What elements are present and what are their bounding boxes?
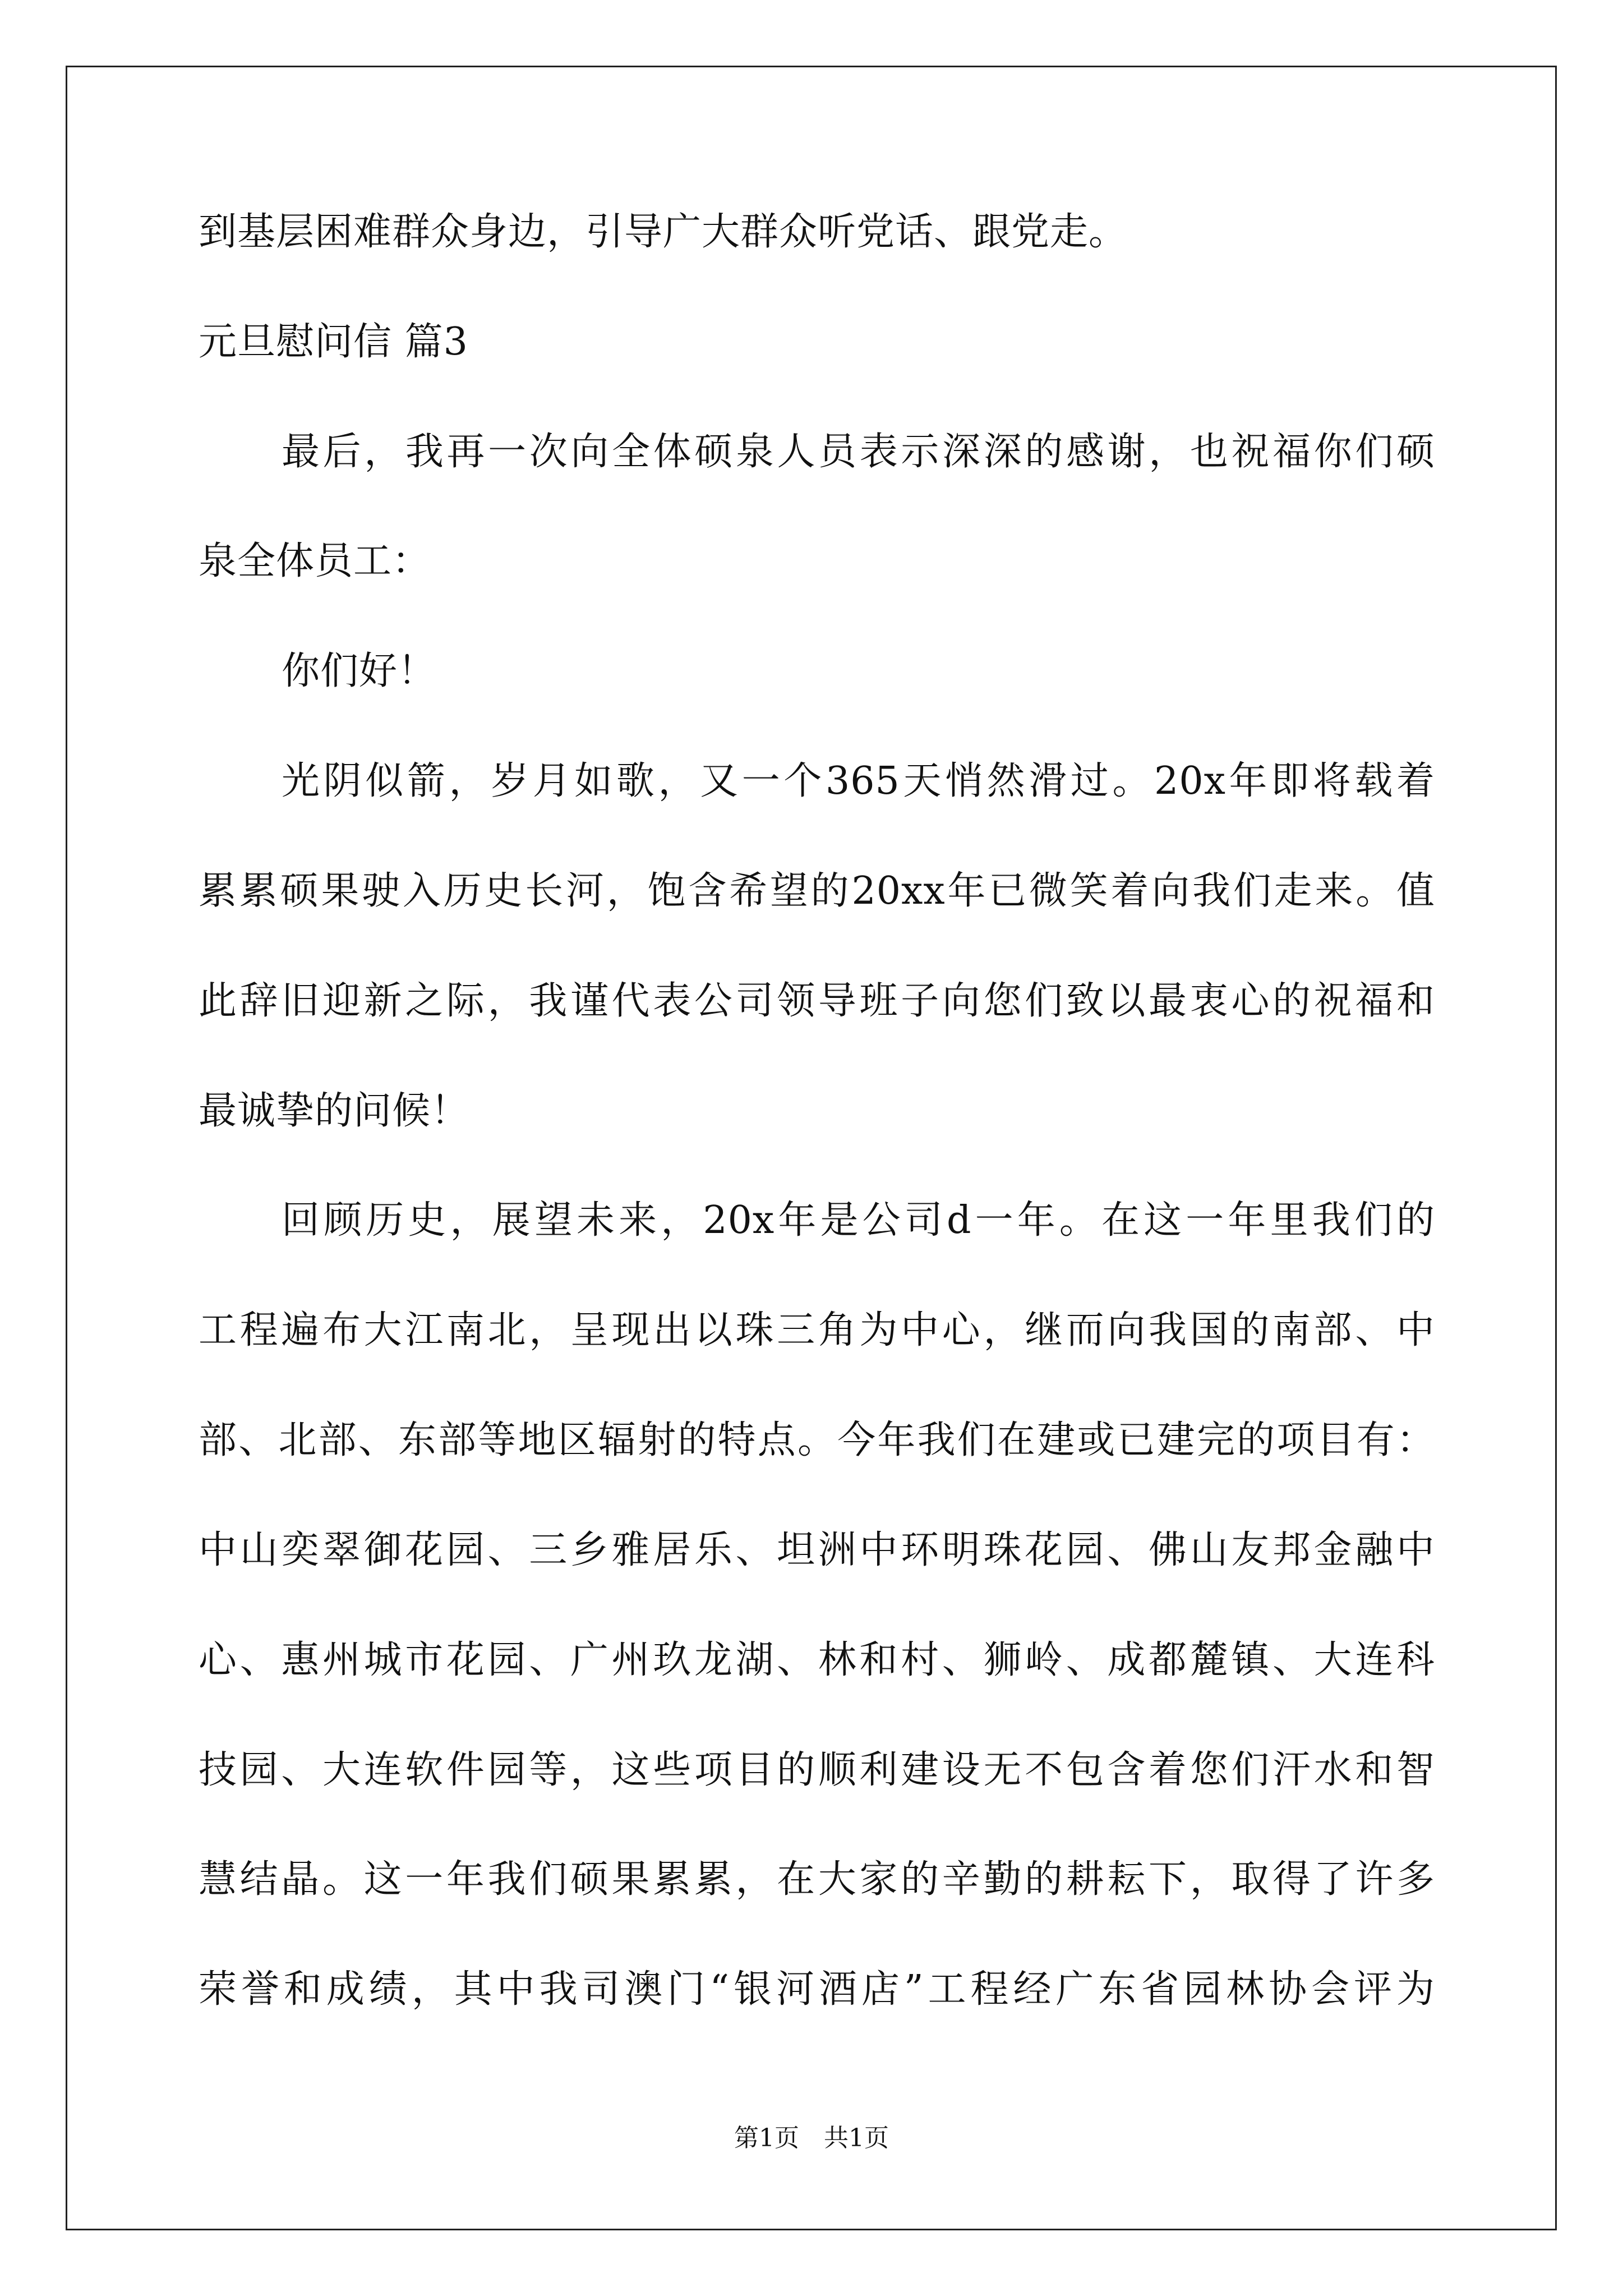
text-line-3: 最后，我再一次向全体硕泉人员表示深深的感谢，也祝福你们硕 [282, 430, 1435, 474]
text-line-13: 中山奕翠御花园、三乡雅居乐、坦洲中环明珠花园、佛山友邦金融中 [199, 1528, 1435, 1572]
text-line-15: 技园、大连软件园等，这些项目的顺利建设无不包含着您们汗水和智 [199, 1748, 1435, 1792]
text-line-17: 荣誉和成绩，其中我司澳门“银河酒店”工程经广东省园林协会评为 [199, 1967, 1435, 2012]
text-line-14: 心、惠州城市花园、广州玖龙湖、林和村、狮岭、成都麓镇、大连科 [199, 1638, 1435, 1682]
text-line-5: 你们好！ [282, 649, 437, 693]
text-line-9: 最诚挚的问候！ [199, 1089, 470, 1133]
text-line-11: 工程遍布大江南北，呈现出以珠三角为中心，继而向我国的南部、中 [199, 1308, 1435, 1352]
text-line-12: 部、北部、东部等地区辐射的特点。今年我们在建或已建完的项目有： [199, 1418, 1435, 1462]
text-line-4: 泉全体员工： [199, 539, 431, 583]
text-line-1: 到基层困难群众身边，引导广大群众听党话、跟党走。 [199, 210, 1128, 254]
text-line-16: 慧结晶。这一年我们硕果累累，在大家的辛勤的耕耘下，取得了许多 [199, 1857, 1435, 1902]
page-border [66, 66, 1557, 2230]
text-line-7: 累累硕果驶入历史长河，饱含希望的20xx年已微笑着向我们走来。值 [199, 869, 1435, 913]
text-line-6: 光阴似箭，岁月如歌，又一个365天悄然滑过。20x年即将载着 [282, 759, 1435, 803]
text-line-8: 此辞旧迎新之际，我谨代表公司领导班子向您们致以最衷心的祝福和 [199, 979, 1435, 1023]
page-footer: 第1页 共1页 [734, 2124, 889, 2152]
text-line-10: 回顾历史，展望未来，20x年是公司d一年。在这一年里我们的 [282, 1198, 1435, 1243]
section-heading: 元旦慰问信 篇3 [199, 320, 468, 364]
